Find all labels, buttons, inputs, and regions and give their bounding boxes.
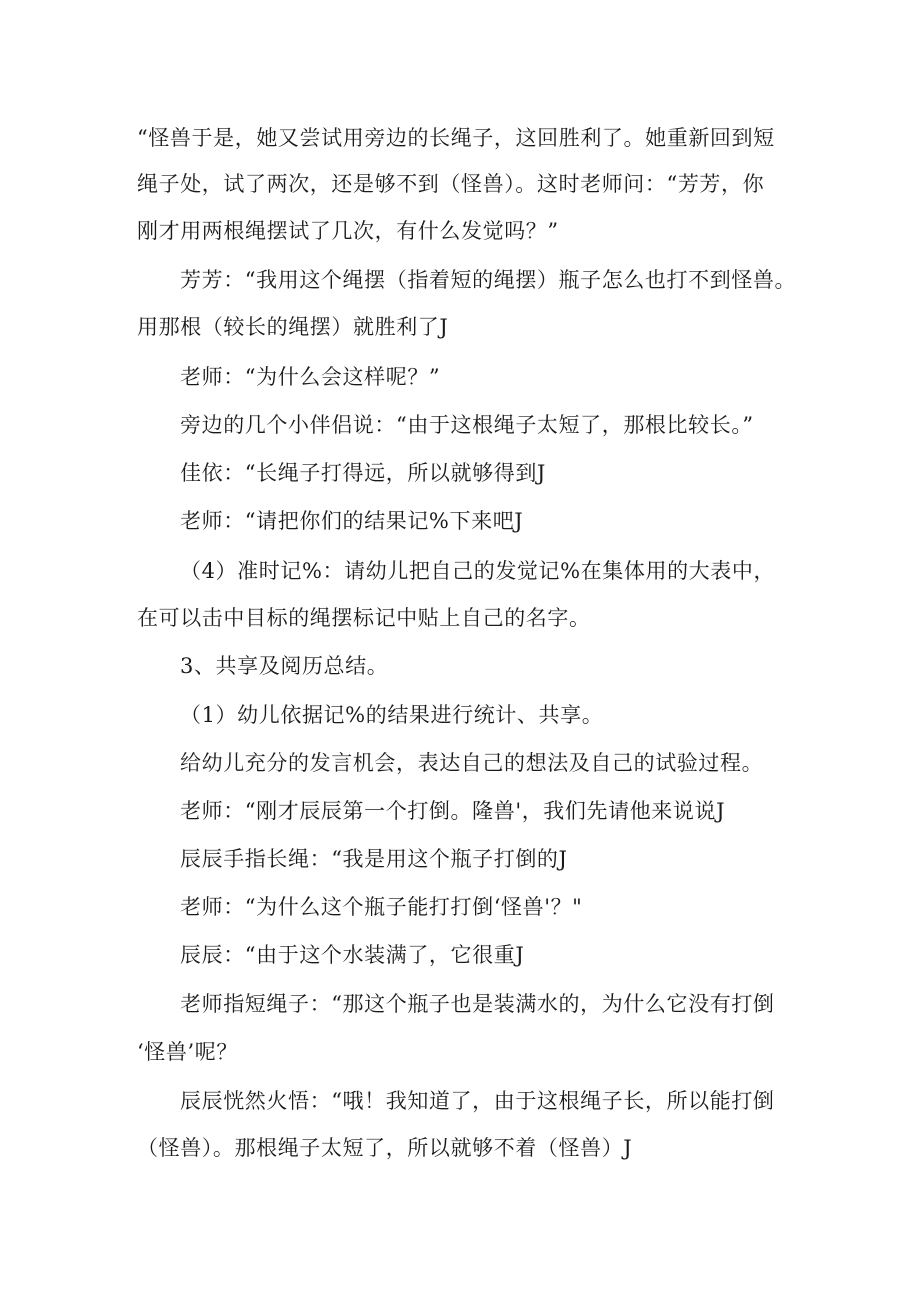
text-line: 辰辰：“由于这个水装满了，它很重J bbox=[180, 943, 525, 967]
text-line: 老师：“刚才辰辰第一个打倒。隆兽'，我们先请他来说说J bbox=[180, 799, 726, 823]
text-line: 用那根（较长的绳摆）就胜利了J bbox=[137, 315, 449, 339]
text-line: 老师：“请把你们的结果记%下来吧J bbox=[180, 509, 524, 533]
text-line: 老师：“为什么会这样呢？” bbox=[180, 365, 441, 389]
text-line: 老师：“为什么这个瓶子能打打倒‘怪兽'？" bbox=[180, 895, 583, 919]
text-line: 在可以击中目标的绳摆标记中贴上自己的名字。 bbox=[137, 606, 591, 630]
text-line: 绳子处，试了两次，还是够不到（怪兽）。这时老师问：“芳芳，你 bbox=[137, 172, 765, 196]
text-line: （4）准时记%：请幼儿把自己的发觉记%在集体用的大表中， bbox=[180, 559, 776, 583]
text-line: 给幼儿充分的发言机会，表达自己的想法及自己的试验过程。 bbox=[180, 751, 764, 775]
text-line: （怪兽）。那根绳子太短了，所以就够不着（怪兽）J bbox=[137, 1136, 633, 1160]
text-line: 刚才用两根绳摆试了几次，有什么发觉吗？” bbox=[137, 219, 559, 243]
text-line: 佳依：“长绳子打得远，所以就够得到J bbox=[180, 461, 546, 485]
section-heading: 3、共享及阅历总结。 bbox=[180, 654, 389, 678]
text-line: 辰辰手指长绳：“我是用这个瓶子打倒的J bbox=[180, 847, 568, 871]
text-line: 旁边的几个小伴侣说：“由于这根绳子太短了，那根比较长。” bbox=[180, 413, 754, 437]
text-line: 老师指短绳子：“那这个瓶子也是装满水的，为什么它没有打倒 bbox=[180, 992, 775, 1016]
text-line: （1）幼儿依据记%的结果进行统计、共享。 bbox=[180, 703, 604, 727]
text-line: ‘怪兽’呢？ bbox=[137, 1040, 238, 1064]
text-line: 辰辰恍然火悟：“哦！我知道了，由于这根绳子长，所以能打倒 bbox=[180, 1089, 775, 1113]
text-line: “怪兽于是，她又尝试用旁边的长绳子，这回胜利了。她重新回到短 bbox=[137, 126, 775, 150]
text-line: 芳芳：“我用这个绳摆（指着短的绳摆）瓶子怎么也打不到怪兽。 bbox=[180, 268, 797, 292]
